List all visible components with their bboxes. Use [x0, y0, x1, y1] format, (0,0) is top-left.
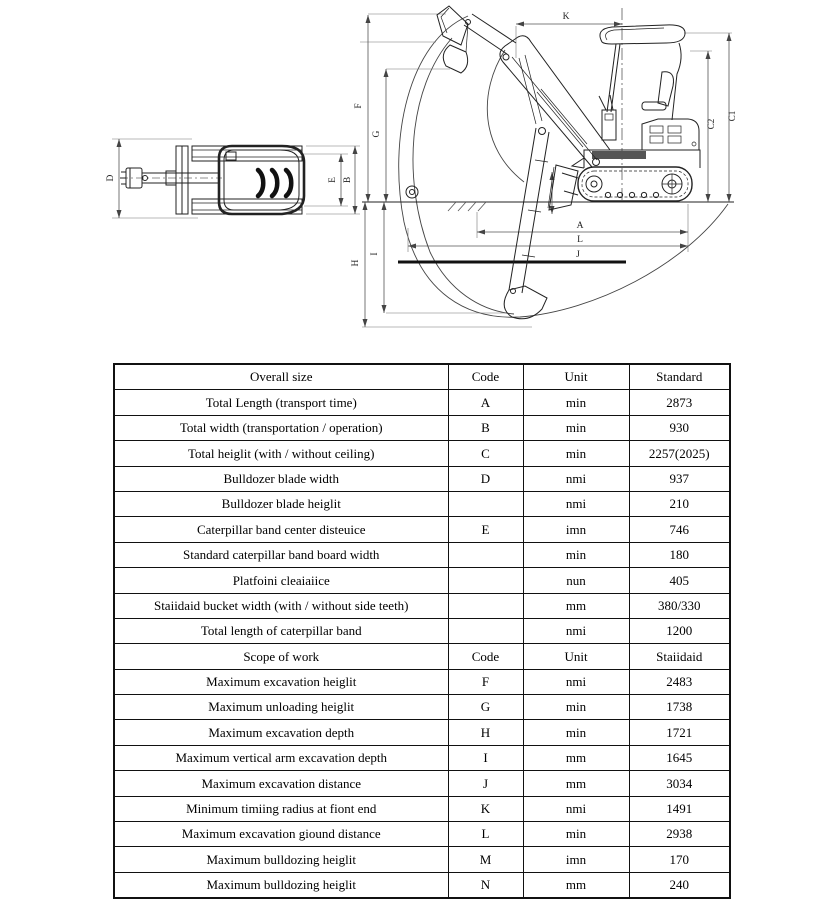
cell-code: F [448, 669, 523, 694]
cell-code: C [448, 441, 523, 466]
cell-code [448, 491, 523, 516]
dim-label-g: G [372, 130, 382, 138]
cell-unit: nmi [523, 466, 629, 491]
cell-unit: min [523, 542, 629, 567]
cell-code: E [448, 517, 523, 542]
dim-label-f: F [354, 103, 364, 109]
cell-standard: 1645 [629, 745, 730, 770]
cell-item: Maximum excavation distance [114, 771, 448, 796]
cell-unit: min [523, 441, 629, 466]
table-row [114, 720, 730, 745]
cell-standard: 2257(2025) [629, 441, 730, 466]
cell-standard: 1491 [629, 796, 730, 821]
dim-label-b: B [343, 176, 353, 184]
cell-unit: nmi [523, 491, 629, 516]
dim-label-c1: C1 [727, 110, 737, 122]
cell-standard: 1200 [629, 618, 730, 643]
cell-standard: 937 [629, 466, 730, 491]
table-row [114, 618, 730, 643]
cell-standard: 2873 [629, 390, 730, 415]
dim-label-l: L [577, 235, 583, 245]
cell-unit: nmi [523, 618, 629, 643]
dim-label-c2: C2 [706, 118, 716, 130]
cell-standard: 380/330 [629, 593, 730, 618]
cell-item: Total heiglit (with / without ceiling) [114, 441, 448, 466]
cell-code: A [448, 390, 523, 415]
cell-unit: mm [523, 745, 629, 770]
cell-standard: 240 [629, 872, 730, 898]
dim-label-j: J [576, 250, 580, 260]
table-row [114, 771, 730, 796]
cell-code: N [448, 872, 523, 898]
cell-code: Code [448, 364, 523, 390]
cell-item: Maximum excavation depth [114, 720, 448, 745]
cell-item: Maximum excavation heiglit [114, 669, 448, 694]
cell-unit: min [523, 720, 629, 745]
cell-standard: 2938 [629, 822, 730, 847]
cell-code: I [448, 745, 523, 770]
table-row [114, 466, 730, 491]
cell-code: Code [448, 644, 523, 669]
table-row [114, 745, 730, 770]
engine-vents [258, 170, 291, 196]
dim-label-e: E [328, 177, 338, 183]
cell-item: Standard caterpillar band board width [114, 542, 448, 567]
cell-item: Platfoini cleaiaiice [114, 568, 448, 593]
cell-item: Minimum timiing radius at fiont end [114, 796, 448, 821]
cell-unit: min [523, 822, 629, 847]
cell-code [448, 568, 523, 593]
cell-item: Caterpillar band center disteuice [114, 517, 448, 542]
cell-unit: imn [523, 517, 629, 542]
cell-code: K [448, 796, 523, 821]
cell-standard: 405 [629, 568, 730, 593]
cell-unit: min [523, 695, 629, 720]
cell-item: Bulldozer blade heiglit [114, 491, 448, 516]
cell-unit: nun [523, 568, 629, 593]
table-row [114, 441, 730, 466]
spec-table [113, 363, 731, 899]
cell-unit: mm [523, 771, 629, 796]
cell-code: M [448, 847, 523, 872]
cell-code: B [448, 415, 523, 440]
cell-item: Maximum unloading heiglit [114, 695, 448, 720]
cell-item: Bulldozer blade width [114, 466, 448, 491]
cell-code: L [448, 822, 523, 847]
cell-standard: Staiidaid [629, 644, 730, 669]
side-view-drawing [351, 6, 737, 327]
table-row [114, 593, 730, 618]
cell-code: J [448, 771, 523, 796]
cell-item: Maximum bulldozing heiglit [114, 847, 448, 872]
dim-label-a: A [576, 221, 584, 231]
cell-item: Overall size [114, 364, 448, 390]
dimension-diagrams [0, 0, 840, 355]
table-row [114, 822, 730, 847]
cell-unit: nmi [523, 669, 629, 694]
cell-standard: 746 [629, 517, 730, 542]
cell-unit: nmi [523, 796, 629, 821]
cell-item: Staiidaid bucket width (with / without side teeth) [114, 593, 448, 618]
cell-item: Total length of caterpillar band [114, 618, 448, 643]
table-row [114, 695, 730, 720]
cell-standard: Standard [629, 364, 730, 390]
cell-unit: Unit [523, 644, 629, 669]
table-row [114, 491, 730, 516]
table-row [114, 872, 730, 898]
table-row [114, 415, 730, 440]
cell-standard: 2483 [629, 669, 730, 694]
cell-item: Scope of work [114, 644, 448, 669]
cell-standard: 170 [629, 847, 730, 872]
table-row [114, 847, 730, 872]
dim-label-k: K [562, 12, 570, 22]
cell-unit: min [523, 390, 629, 415]
spec-table-body [114, 364, 730, 898]
cell-standard: 1721 [629, 720, 730, 745]
cell-code: D [448, 466, 523, 491]
cell-standard: 1738 [629, 695, 730, 720]
cell-item: Maximum excavation giound distance [114, 822, 448, 847]
cell-unit: imn [523, 847, 629, 872]
table-row [114, 390, 730, 415]
dim-label-h: H [351, 259, 361, 267]
cell-code [448, 593, 523, 618]
cell-standard: 3034 [629, 771, 730, 796]
table-section-header-row [114, 644, 730, 669]
cell-code: G [448, 695, 523, 720]
table-section-header-row [114, 364, 730, 390]
cell-unit: mm [523, 872, 629, 898]
dim-label-i: I [370, 252, 380, 256]
cell-unit: Unit [523, 364, 629, 390]
table-row [114, 542, 730, 567]
cell-standard: 210 [629, 491, 730, 516]
table-row [114, 568, 730, 593]
table-row [114, 669, 730, 694]
cell-standard: 930 [629, 415, 730, 440]
dim-label-d: D [106, 174, 116, 182]
cell-item: Maximum vertical arm excavation depth [114, 745, 448, 770]
cell-code [448, 542, 523, 567]
cell-unit: mm [523, 593, 629, 618]
cell-standard: 180 [629, 542, 730, 567]
cell-unit: min [523, 415, 629, 440]
cell-code [448, 618, 523, 643]
cell-item: Maximum bulldozing heiglit [114, 872, 448, 898]
top-view-drawing [106, 139, 360, 218]
cell-code: H [448, 720, 523, 745]
table-row [114, 517, 730, 542]
cell-item: Total Length (transport time) [114, 390, 448, 415]
table-row [114, 796, 730, 821]
cell-item: Total width (transportation / operation) [114, 415, 448, 440]
